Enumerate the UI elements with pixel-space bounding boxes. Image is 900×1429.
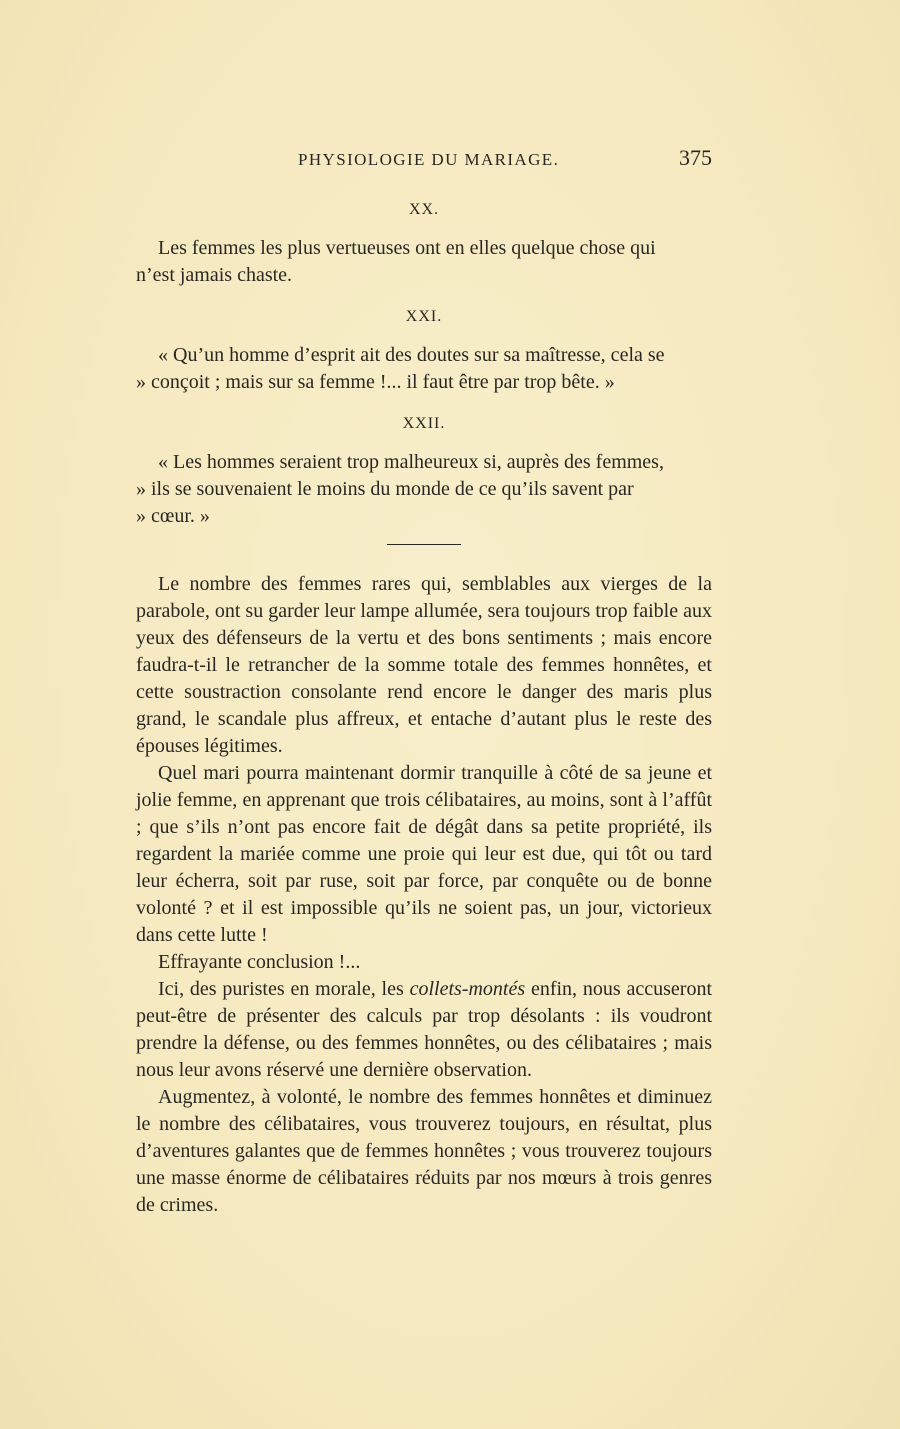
text-block (136, 196, 712, 1219)
paragraph-text: enfin, nous accuseront peut-être de présenter des calculs par trop désolants : ils voudront prendre la défense, ou des femmes honnêtes, ou des célibataires ; mais nous leur avons réservé une dernière observation. (136, 978, 713, 1081)
maxim-line: Les femmes les plus vertueuses ont en elles quelque chose qui (158, 237, 656, 259)
section-divider (387, 544, 461, 545)
italic-term: collets-montés (409, 978, 526, 1000)
running-title: PHYSIOLOGIE DU MARIAGE. (298, 150, 560, 169)
maxim-number: XX. (408, 201, 440, 218)
paragraph: Effrayante conclusion !... (158, 951, 361, 973)
maxim-line: « Les hommes seraient trop malheureux si, auprès des femmes, (158, 451, 664, 473)
maxim-line: » ils se souvenaient le moins du monde de ce qu’ils savent par (136, 478, 634, 500)
maxim-xxii (136, 449, 712, 530)
paragraph: Quel mari pourra maintenant dormir tranquille à côté de sa jeune et jolie femme, en apprenant que trois célibataires, au moins, sont à l’affût ; que s’ils n’ont pas encore fait de dégât dans sa petite propriété, ils regardent la mariée comme une proie qui leur est due, qui tôt ou tard leur écherra, soit par ruse, soit par force, par conquête ou de bonne volonté ? et il est impossible qu’ils ne soient pas, un jour, victorieux dans cette lutte ! (136, 762, 712, 946)
maxim-line: n’est jamais chaste. (136, 264, 293, 286)
page-number: 375 (679, 145, 712, 170)
maxim-number: XXI. (405, 308, 443, 325)
paragraph (136, 976, 712, 1084)
paragraph-text: Ici, des puristes en morale, les (158, 978, 410, 1000)
paragraph: Augmentez, à volonté, le nombre des femmes honnêtes et diminuez le nombre des célibataires, vous trouverez toujours, en résultat, plus d’aventures galantes que de femmes honnêtes ; vous trouverez toujours une masse énorme de célibataires réduits par nos mœurs à trois genres de crimes. (136, 1086, 712, 1216)
page-header (136, 145, 712, 175)
maxim-number: XXII. (402, 415, 446, 432)
maxim-xx (136, 235, 712, 289)
maxim-line: » cœur. » (136, 505, 210, 527)
paragraph: Le nombre des femmes rares qui, semblables aux vierges de la parabole, ont su garder leur lampe allumée, sera toujours trop faible aux yeux des défenseurs de la vertu et des bons sentiments ; mais encore faudra-t-il le retrancher de la somme totale des femmes honnêtes, et cette soustraction consolante rend encore le danger des maris plus grand, le scandale plus affreux, et entache d’autant plus le reste des épouses légitimes. (136, 573, 712, 757)
maxim-xxi (136, 342, 712, 396)
maxim-line: » conçoit ; mais sur sa femme !... il faut être par trop bête. » (136, 371, 615, 393)
maxim-line: « Qu’un homme d’esprit ait des doutes sur sa maîtresse, cela se (158, 344, 665, 366)
